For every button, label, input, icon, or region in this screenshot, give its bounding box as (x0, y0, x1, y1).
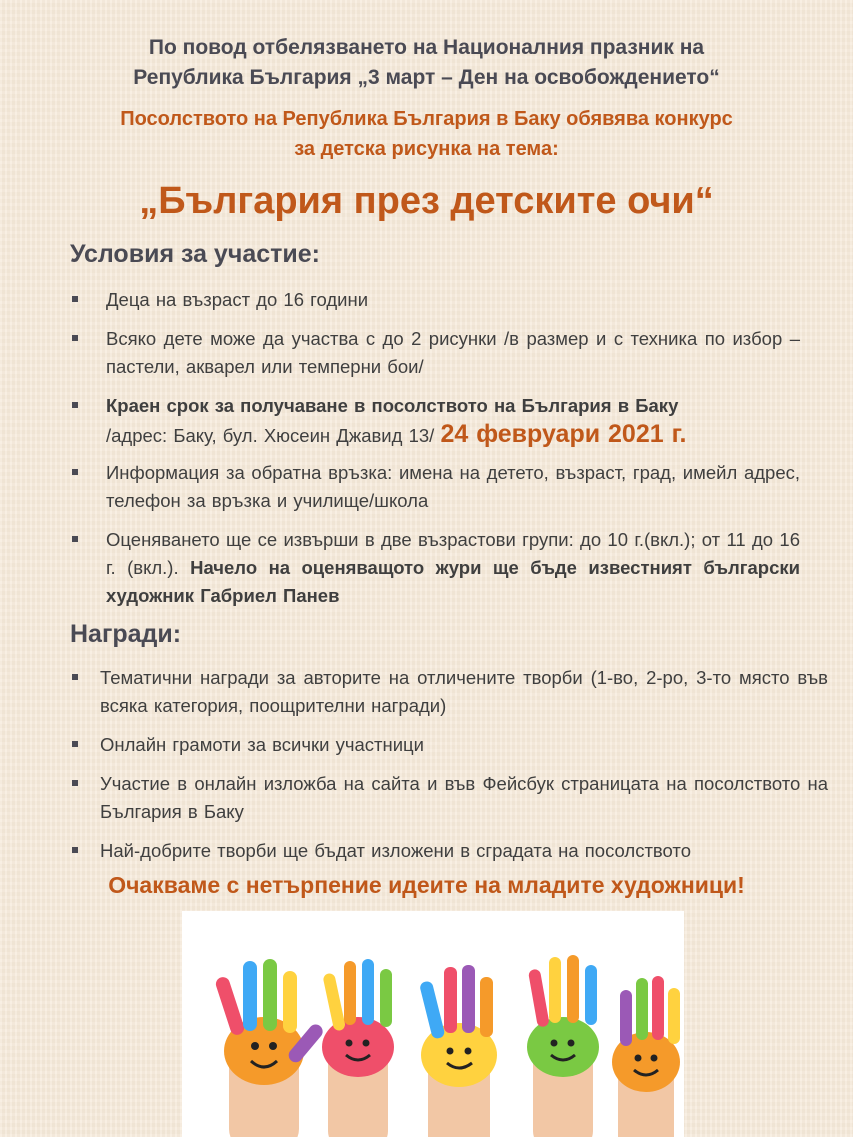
award-online-exhibition: Участие в онлайн изложба на сайта и във Фейсбук страницата на посолството на България в Баку (100, 773, 828, 822)
hand-5 (612, 976, 680, 1137)
contest-theme-title: „България през детските очи“ (139, 180, 714, 222)
conditions-heading: Условия за участие: (70, 240, 320, 268)
intro-text (0, 33, 853, 93)
condition-deadline: Краен срок за получаване в посолството на България в Баку (106, 395, 679, 416)
condition-age-groups: Оценяването ще се извърши в две възрастови групи: до 10 г.(вкл.); от 11 до 16 г. (вкл.). (106, 529, 800, 578)
bullet-icon (72, 335, 78, 341)
closing-message: Очакваме с нетърпение идеите на младите художници! (108, 872, 745, 898)
list-item (70, 664, 828, 720)
list-item (70, 392, 800, 450)
list-item (70, 526, 800, 610)
bullet-icon (72, 469, 78, 475)
condition-contact-info: Информация за обратна връзка: имена на детето, възраст, град, имейл адрес, телефон за връзка и училище/школа (106, 462, 800, 511)
list-item (70, 325, 800, 381)
intro-line-1: По повод отбелязването на Националния празник на (148, 36, 705, 59)
award-thematic: Тематични награди за авторите на отличените творби (1-во, 2-ро, 3-то място във всяка категория, поощрителни награди) (100, 667, 828, 716)
awards-heading: Награди: (70, 620, 182, 648)
list-item (70, 837, 828, 865)
list-item (70, 459, 800, 515)
embassy-address: /адрес: Баку, бул. Хюсеин Джавид 13/ (106, 425, 435, 446)
deadline-date: 24 февруари 2021 г. (440, 420, 687, 448)
list-item (70, 770, 828, 826)
list-item (70, 731, 828, 759)
list-item (70, 286, 800, 314)
announcement (0, 104, 853, 164)
condition-age: Деца на възраст до 16 години (106, 289, 369, 310)
announcement-line-1: Посолството на Република България в Баку обявява конкурс (120, 108, 733, 130)
bullet-icon (72, 296, 78, 302)
painted-hands-image (182, 911, 684, 1137)
bullet-icon (72, 847, 78, 853)
award-embassy-display: Най-добрите творби ще бъдат изложени в сградата на посолството (100, 840, 691, 861)
conditions-list (70, 286, 800, 621)
condition-drawings: Всяко дете може да участва с до 2 рисунки /в размер и с техника по избор – пастели, акварел или темперни бои/ (106, 328, 800, 377)
condition-jury: Начело на оценяващото жури ще бъде известният български художник Габриел Панев (106, 557, 801, 606)
bullet-icon (72, 741, 78, 747)
announcement-line-2: за детска рисунка на тема: (294, 138, 559, 160)
bullet-icon (72, 402, 78, 408)
bullet-icon (72, 536, 78, 542)
bullet-icon (72, 674, 78, 680)
award-certificates: Онлайн грамоти за всички участници (100, 734, 424, 755)
awards-list (70, 664, 828, 876)
bullet-icon (72, 780, 78, 786)
intro-line-2: Република България „3 март – Ден на освобождението“ (133, 66, 720, 89)
